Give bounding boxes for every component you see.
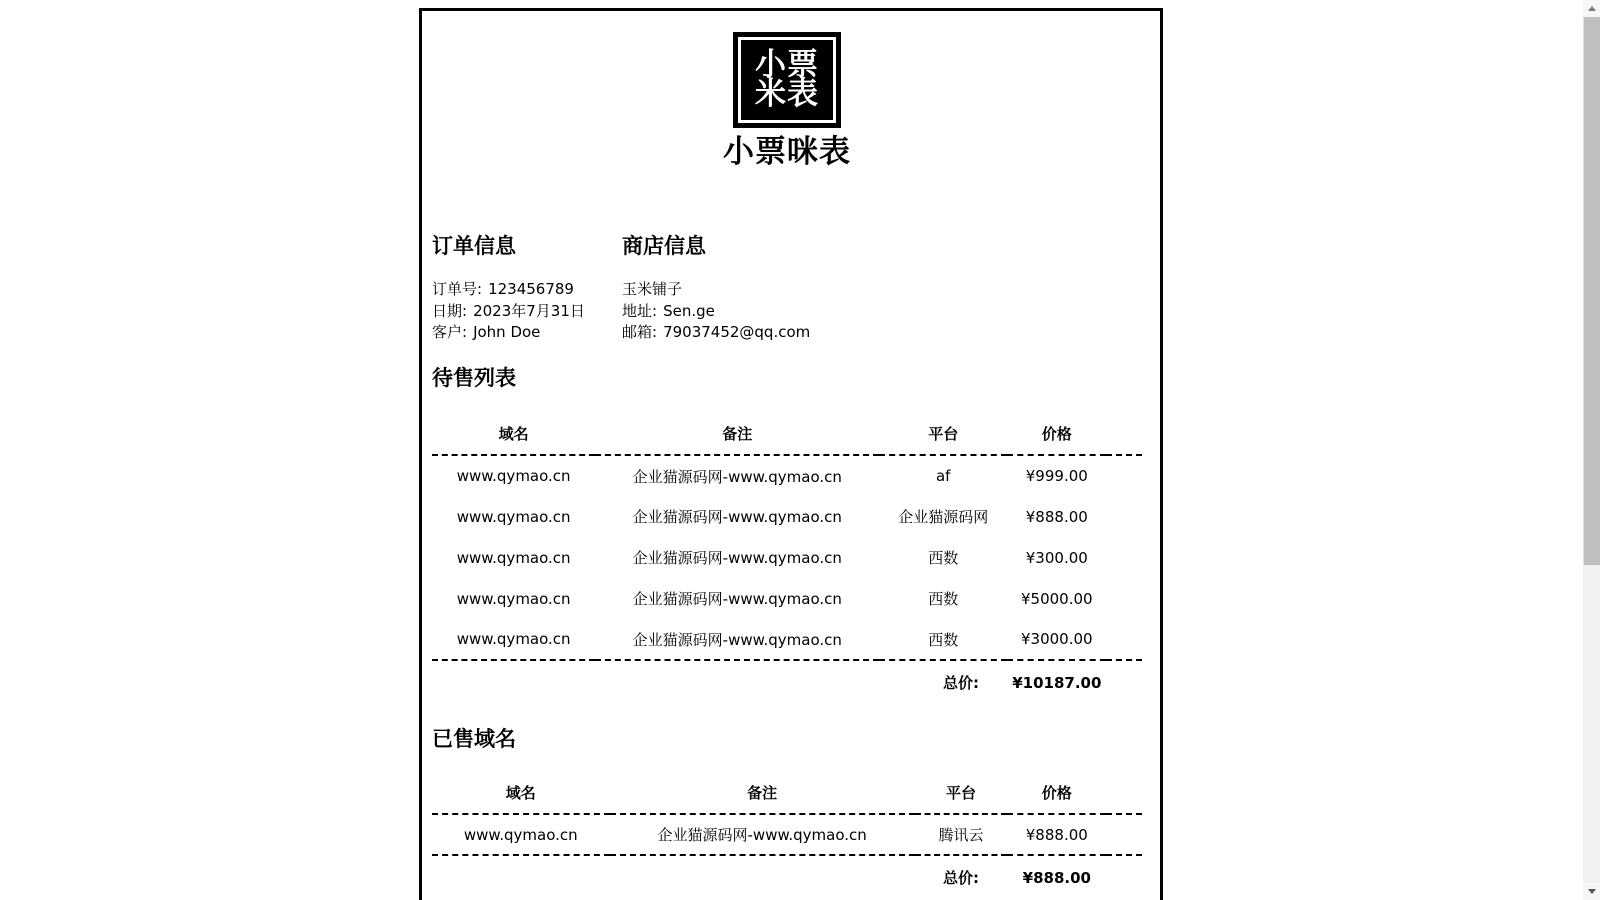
cell-spacer — [1106, 619, 1142, 660]
shop-address-value: Sen.ge — [663, 301, 715, 320]
for-sale-header-row — [432, 407, 1142, 455]
cell-spacer — [1106, 537, 1142, 578]
scroll-down-arrow-icon — [1588, 889, 1596, 894]
cell-price: ¥999.00 — [1025, 467, 1088, 486]
cell-spacer — [1106, 814, 1142, 855]
column-header-price: 价格 — [1007, 407, 1106, 455]
for-sale-heading: 待售列表 — [432, 366, 516, 391]
shop-address-label: 地址: — [622, 301, 658, 320]
scroll-down-button[interactable] — [1583, 883, 1600, 900]
cell-domain: www.qymao.cn — [456, 467, 571, 486]
vertical-scrollbar[interactable] — [1583, 0, 1600, 900]
for-sale-total-row — [432, 661, 1142, 705]
order-info-column — [432, 234, 622, 344]
order-date-value: 2023年7月31日 — [473, 301, 585, 320]
cell-note: 企业猫源码网-www.qymao.cn — [610, 814, 915, 855]
sold-total-row — [432, 856, 1142, 900]
table-row — [432, 619, 1142, 660]
shop-info-heading: 商店信息 — [622, 234, 706, 258]
cell-platform: af — [935, 467, 951, 486]
cell-note: 企业猫源码网-www.qymao.cn — [632, 549, 842, 568]
order-customer-value: John Doe — [473, 323, 541, 342]
page-title: 小票咪表 — [723, 134, 851, 170]
logo-text-line1: 小票 — [755, 47, 819, 84]
cell-domain: www.qymao.cn — [456, 507, 571, 526]
info-section — [432, 234, 1142, 344]
column-header-note: 备注 — [595, 407, 879, 455]
cell-spacer — [1106, 578, 1142, 619]
cell-domain: www.qymao.cn — [456, 548, 571, 567]
cell-platform: 西数 — [928, 549, 959, 568]
column-header-spacer — [1106, 764, 1142, 814]
brand-logo — [733, 32, 841, 128]
table-row — [432, 814, 1142, 855]
scrollbar-thumb[interactable] — [1583, 17, 1600, 565]
order-number-value: 123456789 — [488, 280, 574, 298]
cell-platform: 企业猫源码网 — [898, 508, 989, 527]
shop-email-label: 邮箱: — [622, 323, 658, 342]
shop-email-line — [622, 322, 1142, 344]
logo-text-line2: 米表 — [755, 76, 819, 112]
sold-heading: 已售域名 — [432, 727, 516, 752]
order-number-line — [432, 279, 622, 301]
cell-note: 企业猫源码网-www.qymao.cn — [632, 467, 842, 486]
total-spacer — [1107, 868, 1143, 888]
cell-spacer — [1106, 496, 1142, 537]
cell-platform: 腾讯云 — [915, 814, 1007, 855]
sold-total-label: 总价: — [942, 869, 979, 888]
cell-platform: 西数 — [879, 619, 1007, 660]
order-customer-label: 客户: — [432, 323, 468, 342]
scroll-up-arrow-icon — [1588, 6, 1596, 11]
cell-platform: 西数 — [928, 590, 959, 609]
for-sale-table — [432, 407, 1142, 661]
table-row — [432, 578, 1142, 619]
column-header-domain: 域名 — [432, 407, 595, 455]
column-header-spacer — [1106, 407, 1142, 455]
column-header-platform: 平台 — [879, 407, 1007, 455]
sold-table — [432, 764, 1142, 856]
column-header-platform: 平台 — [915, 764, 1007, 814]
scroll-up-button[interactable] — [1583, 0, 1600, 17]
shop-info-column — [622, 234, 1142, 344]
column-header-price: 价格 — [1007, 764, 1106, 814]
sold-header-row — [432, 764, 1142, 814]
shop-email-value: 79037452@qq.com — [663, 323, 811, 342]
cell-price: ¥888.00 — [1025, 507, 1088, 526]
for-sale-total-label: 总价: — [942, 674, 979, 693]
cell-domain: www.qymao.cn — [456, 589, 571, 608]
shop-name-line: 玉米铺子 — [622, 280, 683, 298]
order-number-label: 订单号: — [432, 280, 483, 298]
table-row — [432, 537, 1142, 578]
receipt-page — [419, 8, 1163, 900]
order-date-line — [432, 301, 622, 323]
order-info-lines — [432, 279, 622, 344]
total-spacer — [1107, 673, 1143, 693]
shop-address-line — [622, 301, 1142, 323]
receipt-content — [422, 32, 1160, 900]
cell-price: ¥300.00 — [1025, 548, 1088, 567]
order-date-label: 日期: — [432, 301, 468, 320]
cell-price: ¥5000.00 — [1021, 589, 1093, 608]
table-row — [432, 455, 1142, 496]
cell-price: ¥3000.00 — [1007, 619, 1106, 660]
cell-note: 企业猫源码网-www.qymao.cn — [595, 619, 879, 660]
cell-domain: www.qymao.cn — [432, 619, 595, 660]
cell-price: ¥888.00 — [1007, 814, 1106, 855]
cell-note: 企业猫源码网-www.qymao.cn — [632, 590, 842, 609]
shop-info-lines — [622, 279, 1142, 344]
column-header-note: 备注 — [610, 764, 915, 814]
cell-note: 企业猫源码网-www.qymao.cn — [632, 508, 842, 527]
for-sale-total-value: ¥10187.00 — [1012, 674, 1102, 693]
order-customer-line — [432, 322, 622, 344]
cell-domain: www.qymao.cn — [432, 814, 610, 855]
order-info-heading: 订单信息 — [432, 234, 516, 258]
table-row — [432, 496, 1142, 537]
sold-total-value: ¥888.00 — [1022, 869, 1091, 888]
column-header-domain: 域名 — [432, 764, 610, 814]
cell-spacer — [1106, 455, 1142, 496]
